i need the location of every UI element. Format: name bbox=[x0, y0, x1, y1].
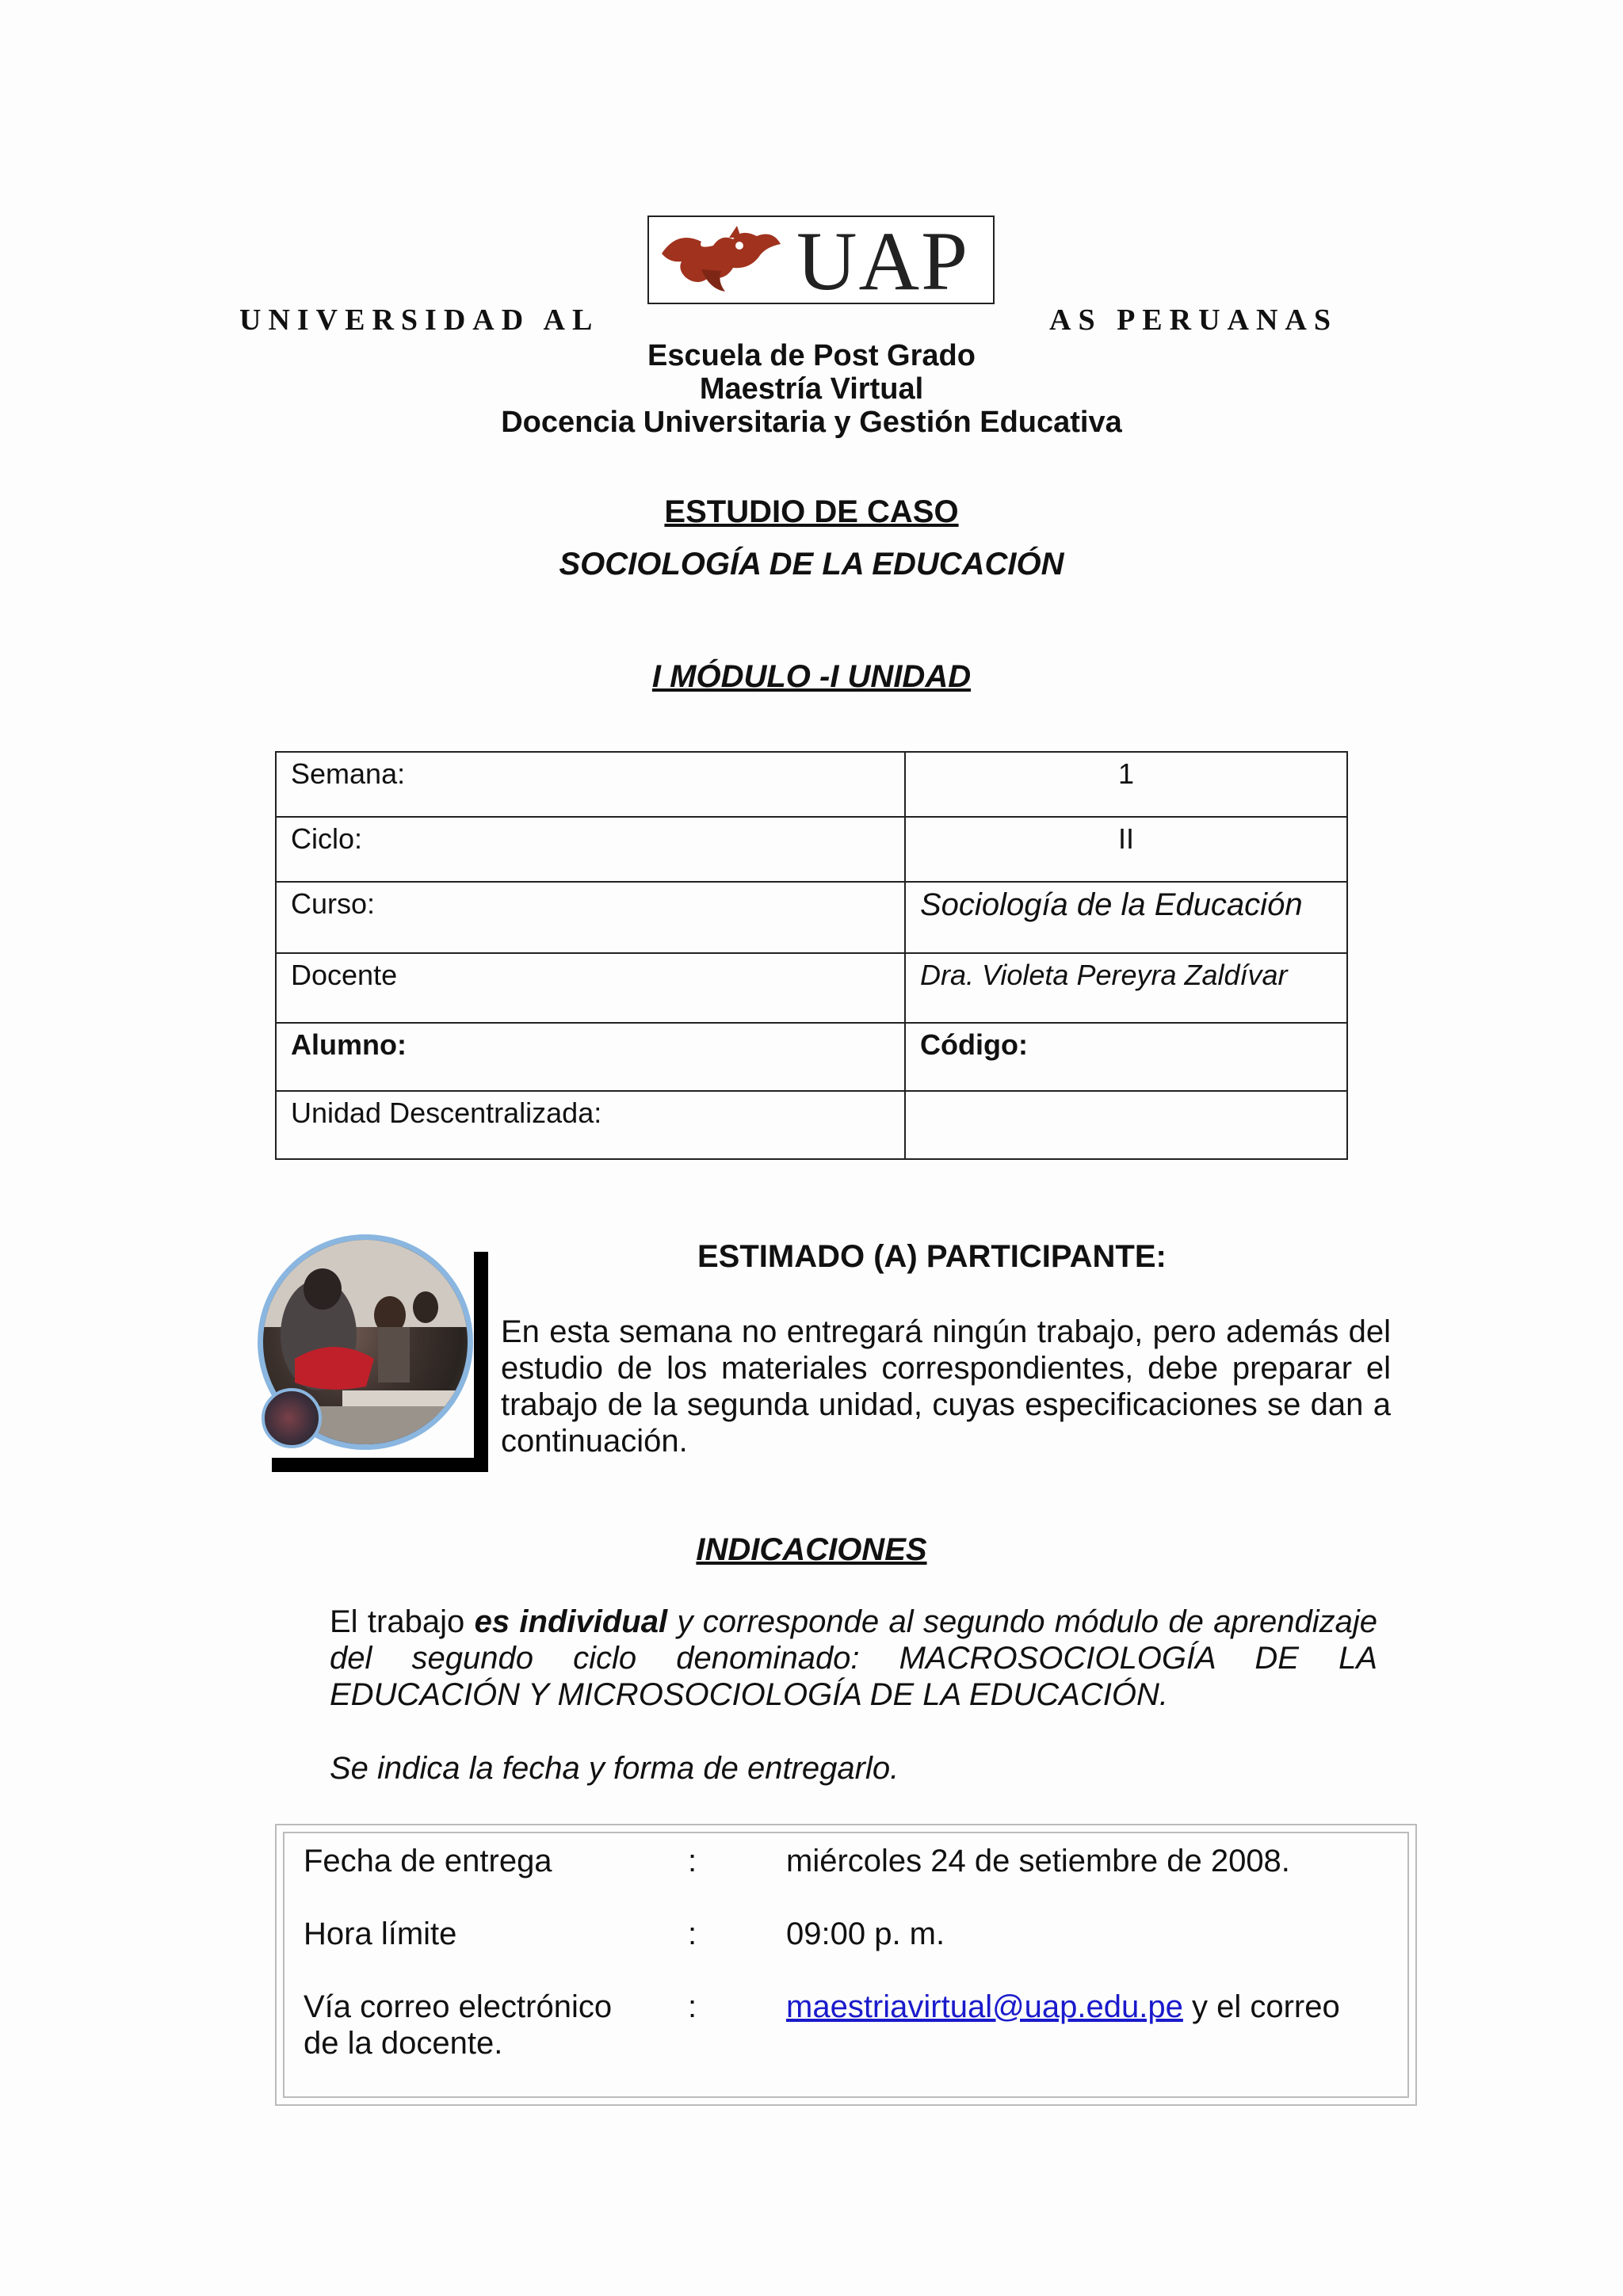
indications-paragraph bbox=[330, 1604, 1377, 1713]
participant-heading: ESTIMADO (A) PARTICIPANTE: bbox=[697, 1239, 1167, 1274]
specialty-name: Docencia Universitaria y Gestión Educativa bbox=[501, 406, 1122, 439]
uap-logo bbox=[647, 215, 995, 307]
university-name-right: AS PERUANAS bbox=[1049, 303, 1338, 337]
curso-label: Curso: bbox=[276, 882, 905, 953]
course-title: SOCIOLOGÍA DE LA EDUCACIÓN bbox=[559, 547, 1064, 582]
module-title: I MÓDULO -I UNIDAD bbox=[651, 659, 972, 694]
hora-colon: : bbox=[688, 1917, 697, 1951]
alumno-label: Alumno: bbox=[276, 1023, 905, 1091]
table-row bbox=[276, 1091, 1347, 1159]
photo-frame-bar bbox=[474, 1252, 488, 1472]
unidad-value bbox=[905, 1091, 1347, 1159]
via-value bbox=[786, 1989, 1340, 2025]
email-link[interactable]: maestriavirtual@uap.edu.pe bbox=[786, 1989, 1183, 2024]
hora-value: 09:00 p. m. bbox=[786, 1917, 945, 1951]
table-row bbox=[276, 953, 1347, 1023]
semana-label: Semana: bbox=[276, 752, 905, 817]
indications-text-bold: es individual bbox=[474, 1604, 668, 1639]
table-row bbox=[276, 817, 1347, 882]
classroom-thumbnail bbox=[262, 1388, 322, 1448]
fecha-label: Fecha de entrega bbox=[304, 1844, 552, 1878]
indications-delivery-note: Se indica la fecha y forma de entregarlo. bbox=[330, 1751, 899, 1786]
indications-text-start: El trabajo bbox=[330, 1604, 475, 1639]
uap-logo-text: UAP bbox=[796, 215, 970, 307]
info-table bbox=[275, 751, 1348, 1160]
hora-label: Hora límite bbox=[304, 1917, 457, 1951]
indications-text-rest: y corresponde al segundo módulo de aprendizaje del segundo ciclo denominado: MACROSOCIOLOGÍA DE LA EDUCACIÓN Y MICROSOCIOLOGÍA DE LA EDUCACIÓN. bbox=[330, 1604, 1378, 1712]
via-label-line1: Vía correo electrónico bbox=[304, 1989, 613, 2024]
case-study-title: ESTUDIO DE CASO bbox=[664, 494, 959, 529]
ciclo-label: Ciclo: bbox=[276, 817, 905, 882]
table-row bbox=[276, 1023, 1347, 1091]
ciclo-value: II bbox=[905, 817, 1347, 882]
fecha-colon: : bbox=[688, 1844, 697, 1878]
semana-value: 1 bbox=[905, 752, 1347, 817]
via-value-rest: y el correo bbox=[1182, 1989, 1340, 2024]
docente-value: Dra. Violeta Pereyra Zaldívar bbox=[905, 953, 1347, 1023]
curso-value: Sociología de la Educación bbox=[905, 882, 1347, 953]
codigo-label: Código: bbox=[905, 1023, 1347, 1091]
table-row bbox=[276, 882, 1347, 953]
docente-label: Docente bbox=[276, 953, 905, 1023]
school-name: Escuela de Post Grado bbox=[647, 339, 976, 372]
via-colon: : bbox=[688, 1989, 697, 2024]
via-label-line2: de la docente. bbox=[304, 2026, 503, 2061]
eagle-emblem-icon bbox=[654, 222, 789, 298]
indications-heading: INDICACIONES bbox=[696, 1532, 927, 1567]
university-name-left: UNIVERSIDAD AL bbox=[239, 303, 600, 337]
photo-frame-bar bbox=[272, 1458, 488, 1472]
participant-text: En esta semana no entregará ningún trabajo, pero además del estudio de los materiales correspondientes, debe preparar el trabajo de la segunda unidad, cuyas especificaciones se dan a continuación. bbox=[501, 1314, 1391, 1459]
unidad-label: Unidad Descentralizada: bbox=[276, 1091, 905, 1159]
program-name: Maestría Virtual bbox=[699, 372, 924, 406]
via-label bbox=[304, 1989, 612, 2061]
table-row bbox=[276, 752, 1347, 817]
fecha-value: miércoles 24 de setiembre de 2008. bbox=[786, 1844, 1290, 1878]
